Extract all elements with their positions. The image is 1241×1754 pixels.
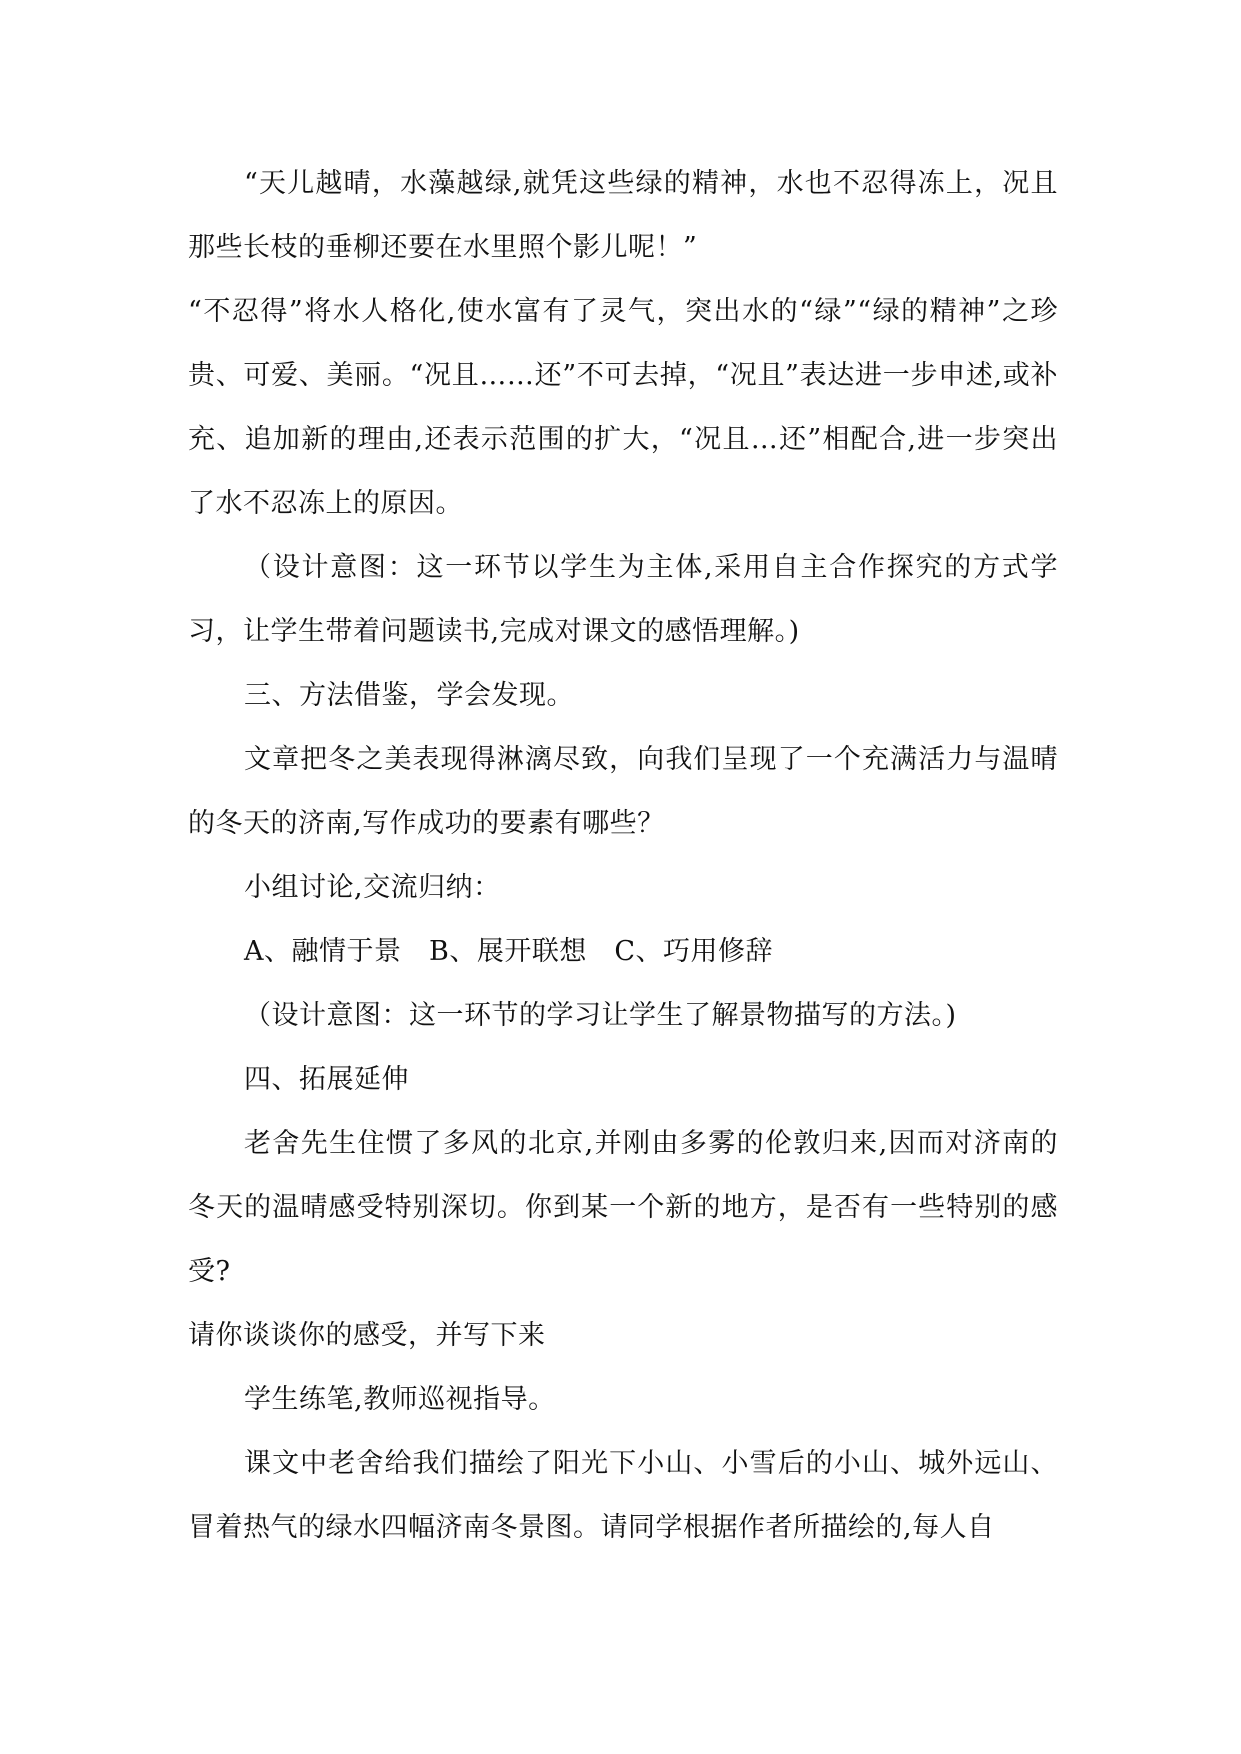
group-discussion-line: 小组讨论,交流归纳： — [244, 872, 501, 903]
closing-paragraph: 课文中老舍给我们描绘了阳光下小山、小雪后的小山、城外远山、冒着热气的绿水四幅济南冬景图。请同学根据作者所描绘的,每人自 — [188, 1448, 1058, 1543]
summary-options-line: A、融情于景 B、展开联想 C、巧用修辞 — [244, 936, 773, 967]
design-intent-paragraph-2: （设计意图：这一环节的学习让学生了解景物描写的方法。) — [244, 1000, 957, 1031]
design-intent-paragraph-1: （设计意图：这一环节以学生为主体,采用自主合作探究的方式学习，让学生带着问题读书,完成对课文的感悟理解。) — [188, 552, 1058, 647]
section-heading-3: 三、方法借鉴，学会发现。 — [244, 680, 574, 711]
question-paragraph: 文章把冬之美表现得淋漓尽致，向我们呈现了一个充满活力与温晴的冬天的济南,写作成功的要素有哪些？ — [188, 744, 1058, 839]
section-heading-4: 四、拓展延伸 — [244, 1064, 409, 1095]
writing-prompt-line: 请你谈谈你的感受，并写下来 — [188, 1320, 546, 1351]
practice-line: 学生练笔,教师巡视指导。 — [244, 1384, 556, 1415]
extension-paragraph: 老舍先生住惯了多风的北京,并刚由多雾的伦敦归来,因而对济南的冬天的温晴感受特别深切。你到某一个新的地方，是否有一些特别的感受? — [188, 1128, 1058, 1287]
analysis-paragraph: “不忍得”将水人格化,使水富有了灵气，突出水的“绿”“绿的精神”之珍贵、可爱、美丽。“况且……还”不可去掉，“况且”表达进一步申述,或补充、追加新的理由,还表示范围的扩大，“况且…还”相配合,进一步突出了水不忍冻上的原因。 — [188, 296, 1058, 519]
quote-paragraph: “天儿越晴，水藻越绿,就凭这些绿的精神，水也不忍得冻上，况且那些长枝的垂柳还要在水里照个影儿呢！” — [188, 168, 1058, 263]
